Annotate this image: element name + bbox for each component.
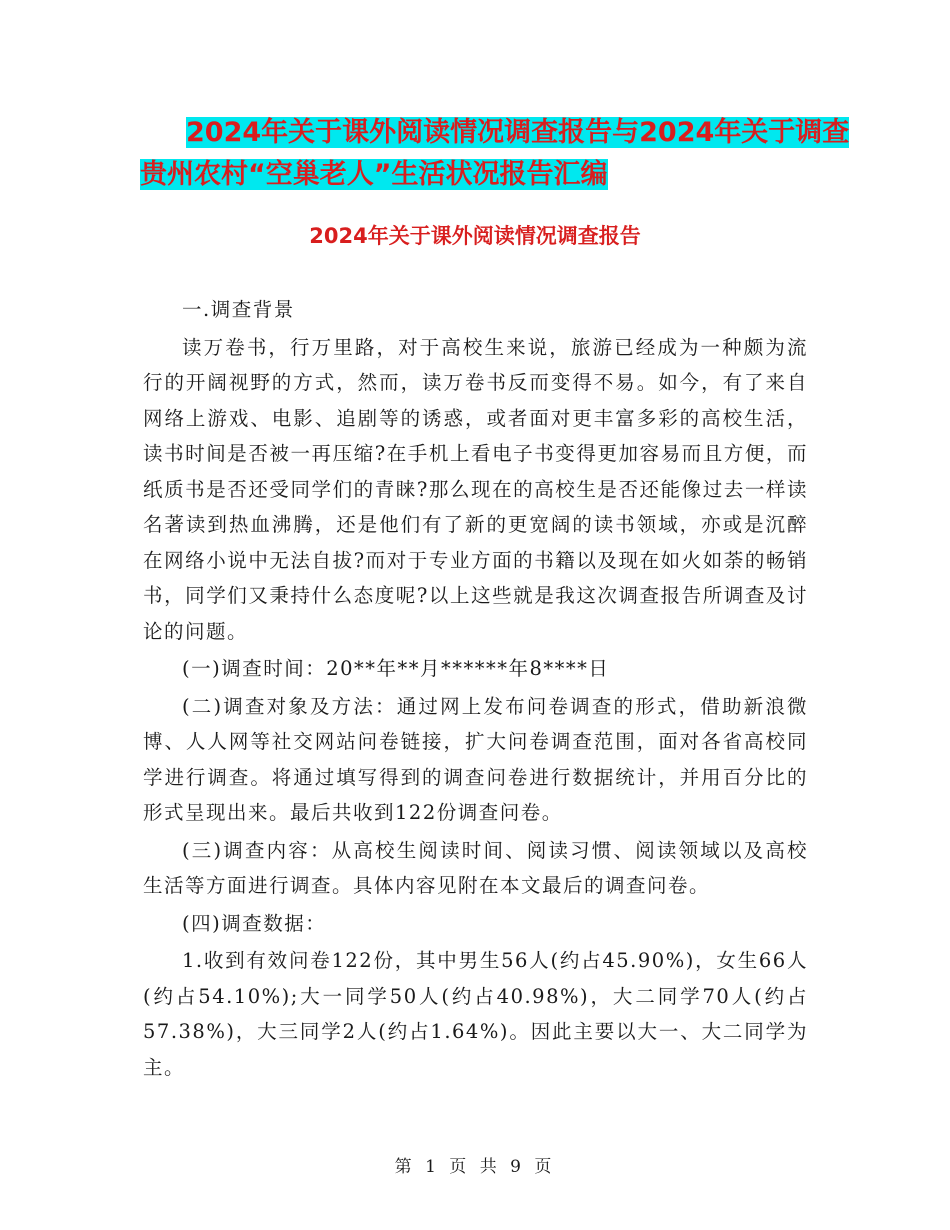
document-title: [140, 112, 850, 196]
paragraph-survey-time: (一)调查时间：20**年**月******年8****日: [182, 657, 610, 680]
paragraph-survey-content: (三)调查内容：从高校生阅读时间、阅读习惯、阅读领域以及高校生活等方面进行调查。具体内容见附在本文最后的调查问卷。: [143, 838, 808, 897]
paragraph-background: 读万卷书，行万里路，对于高校生来说，旅游已经成为一种颇为流行的开阔视野的方式，然而，读万卷书反而变得不易。如今，有了来自网络上游戏、电影、追剧等的诱惑，或者面对更丰富多彩的高校生活，读书时间是否被一再压缩?在手机上看电子书变得更加容易而且方便，而纸质书是否还受同学们的青睐?那么现在的高校生是否还能像过去一样读名著读到热血沸腾，还是他们有了新的更宽阔的读书领域，亦或是沉醉在网络小说中无法自拔?而对于专业方面的书籍以及现在如火如荼的畅销书，同学们又秉持什么态度呢?以上这些就是我这次调查报告所调查及讨论的问题。: [143, 335, 808, 643]
heading-background: 一.调查背景: [182, 298, 295, 321]
page-footer: 第 1 页 共 9 页: [394, 1157, 556, 1177]
section-title: 2024年关于课外阅读情况调查报告: [309, 224, 641, 248]
title-line-2: 贵州农村“空巢老人”生活状况报告汇编: [140, 159, 608, 190]
heading-survey-data: (四)调查数据：: [182, 911, 327, 935]
title-line-1: 2024年关于课外阅读情况调查报告与2024年关于调查: [186, 117, 850, 148]
body-text: [143, 292, 808, 1085]
paragraph-survey-method: (二)调查对象及方法：通过网上发布问卷调查的形式，借助新浪微博、人人网等社交网站问卷链接，扩大问卷调查范围，面对各省高校同学进行调查。将通过填写得到的调查问卷进行数据统计，并用百分比的形式呈现出来。最后共收到122份调查问卷。: [143, 694, 808, 824]
paragraph-survey-data-1: 1.收到有效问卷122份，其中男生56人(约占45.90%)，女生66人(约占54.10%);大一同学50人(约占40.98%)，大二同学70人(约占57.38%)，大三同学2人(约占1.64%)。因此主要以大一、大二同学为主。: [143, 949, 808, 1079]
